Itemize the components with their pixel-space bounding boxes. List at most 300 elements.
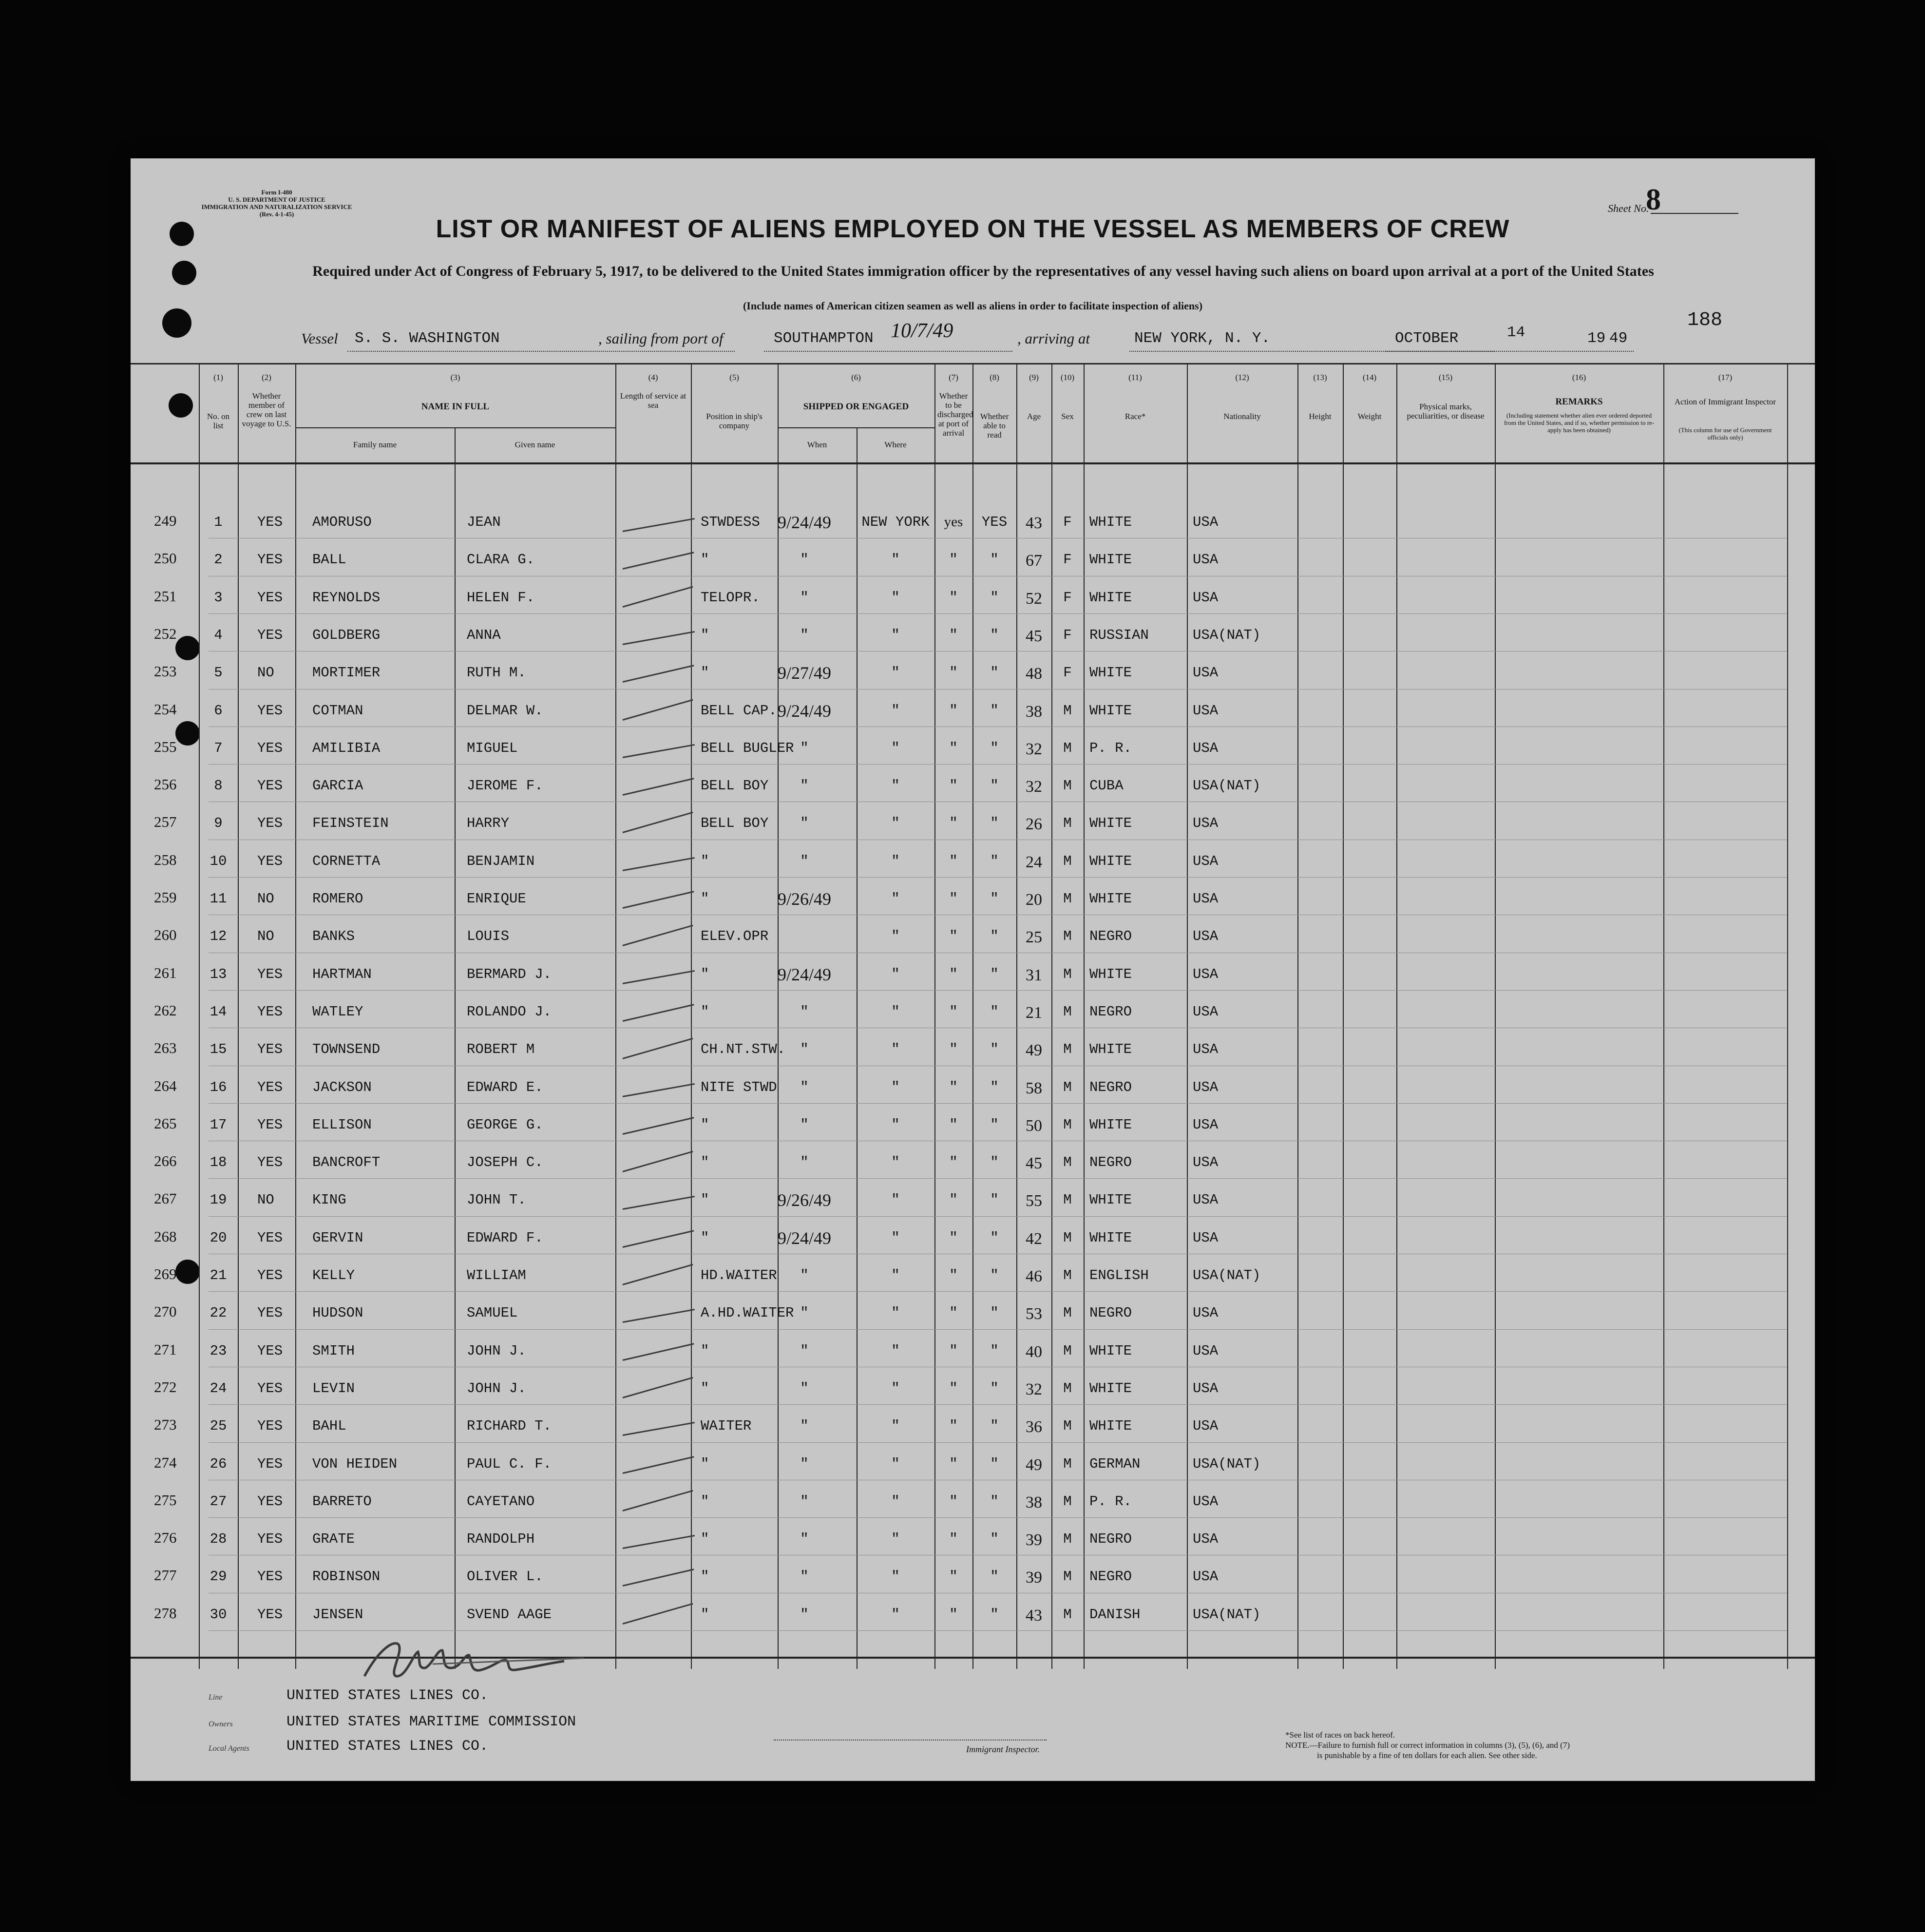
position-cell: BELL BUGLER [701, 740, 794, 756]
row-number: 9 [214, 815, 223, 832]
sex-cell: M [1063, 1079, 1072, 1095]
race-cell: NEGRO [1089, 1531, 1132, 1548]
nationality-cell: USA [1193, 1531, 1219, 1548]
year-prefix: 19 [1587, 330, 1606, 347]
line-number: 277 [154, 1567, 177, 1584]
row-number: 27 [210, 1493, 227, 1510]
sex-cell: M [1063, 1305, 1072, 1321]
race-cell: WHITE [1089, 665, 1132, 681]
discharged-cell: " [949, 1116, 958, 1133]
age-cell: 67 [1026, 552, 1042, 570]
family-name-cell: AMILIBIA [312, 740, 381, 756]
column-rule [615, 363, 616, 1669]
family-name-cell: ROBINSON [312, 1569, 381, 1585]
discharged-cell: " [949, 1154, 958, 1171]
shipped-where-cell: " [891, 552, 900, 568]
nationality-cell: USA [1193, 1418, 1219, 1435]
line-value: UNITED STATES LINES CO. [286, 1687, 489, 1704]
race-cell: NEGRO [1089, 928, 1132, 945]
line-number: 272 [154, 1378, 177, 1396]
shipped-where-cell: " [891, 1569, 900, 1585]
able-to-read-cell: " [990, 1154, 999, 1171]
prior-voyage-cell: YES [257, 1305, 283, 1321]
line-number: 256 [154, 776, 177, 793]
given-name-cell: MIGUEL [467, 740, 518, 756]
date-line [1385, 351, 1634, 352]
agents-value: UNITED STATES LINES CO. [286, 1738, 489, 1755]
family-name-cell: WATLEY [312, 1003, 363, 1020]
prior-voyage-cell: YES [257, 1606, 283, 1623]
prior-voyage-cell: YES [257, 702, 283, 719]
column-header: Whether member of crew on last voyage to U.S. [242, 391, 291, 428]
discharged-cell: " [949, 1229, 958, 1246]
discharged-cell: " [949, 778, 958, 794]
prior-voyage-cell: YES [257, 1380, 283, 1396]
position-cell: " [701, 1493, 709, 1510]
shipped-when-cell: " [800, 1154, 809, 1171]
family-name-cell: GRATE [312, 1531, 355, 1548]
row-number: 28 [210, 1531, 227, 1548]
discharged-cell: " [949, 665, 958, 681]
prior-voyage-cell: YES [257, 1569, 283, 1585]
row-number: 17 [210, 1116, 227, 1133]
prior-voyage-cell: YES [257, 815, 283, 832]
row-rule [209, 1329, 1787, 1330]
column-number: (8) [990, 373, 999, 382]
shipped-when-cell: " [800, 1455, 809, 1472]
column-header: Sex [1061, 412, 1074, 421]
nationality-cell: USA [1193, 891, 1219, 907]
given-name-cell: RUTH M. [467, 665, 526, 681]
discharged-cell: " [949, 627, 958, 643]
given-name-cell: HARRY [467, 815, 510, 832]
sex-cell: M [1063, 1493, 1072, 1510]
discharged-cell: " [949, 1455, 958, 1472]
row-rule [209, 1103, 1787, 1104]
prior-voyage-cell: YES [257, 1267, 283, 1283]
age-cell: 24 [1026, 853, 1042, 871]
age-cell: 46 [1026, 1267, 1042, 1285]
discharged-cell: " [949, 1003, 958, 1020]
shipped-where-cell: " [891, 891, 900, 907]
able-to-read-cell: " [990, 1305, 999, 1321]
shipped-when-cell: " [800, 589, 809, 606]
race-cell: WHITE [1089, 853, 1132, 869]
given-name-cell: ANNA [467, 627, 501, 643]
shipped-when-cell: " [800, 1116, 809, 1133]
shipped-when-cell: " [800, 1531, 809, 1548]
column-number: (12) [1235, 373, 1249, 382]
given-name-cell: BERMARD J. [467, 966, 552, 982]
subheader-rule [778, 427, 934, 428]
column-header: Action of Immigrant Inspector [1674, 397, 1776, 406]
nationality-cell: USA [1193, 1079, 1219, 1095]
line-number: 275 [154, 1491, 177, 1509]
able-to-read-cell: " [990, 1003, 999, 1020]
age-cell: 50 [1026, 1116, 1042, 1135]
family-name-cell: GARCIA [312, 778, 363, 794]
shipped-where-cell: " [891, 665, 900, 681]
line-number: 273 [154, 1416, 177, 1434]
given-name-cell: JEROME F. [467, 778, 543, 794]
able-to-read-cell: " [990, 891, 999, 907]
row-number: 5 [214, 665, 223, 681]
row-rule [209, 764, 1787, 765]
given-name-cell: DELMAR W. [467, 702, 543, 719]
race-cell: WHITE [1089, 815, 1132, 832]
given-name-cell: LOUIS [467, 928, 510, 945]
shipped-when-cell: " [800, 627, 809, 643]
given-name-cell: ROLANDO J. [467, 1003, 552, 1020]
family-name-cell: REYNOLDS [312, 589, 381, 606]
sheet-label: Sheet No. [1608, 202, 1649, 214]
line-number: 268 [154, 1227, 177, 1245]
nationality-cell: USA [1193, 815, 1219, 832]
family-name-cell: KING [312, 1192, 346, 1208]
prior-voyage-cell: YES [257, 853, 283, 869]
shipped-where-cell: " [891, 1003, 900, 1020]
row-number: 22 [210, 1305, 227, 1321]
discharged-cell: " [949, 1569, 958, 1585]
age-cell: 40 [1026, 1342, 1042, 1361]
line-number: 250 [154, 550, 177, 567]
position-cell: " [701, 1154, 709, 1171]
prior-voyage-cell: NO [257, 665, 274, 681]
race-cell: WHITE [1089, 589, 1132, 606]
column-number: (7) [949, 373, 958, 382]
given-name-cell: JOHN J. [467, 1342, 526, 1359]
sex-cell: F [1063, 514, 1072, 530]
age-cell: 31 [1026, 966, 1042, 984]
discharged-cell: " [949, 966, 958, 982]
row-rule [209, 1291, 1787, 1292]
given-name-cell: RICHARD T. [467, 1418, 552, 1435]
sheet-underline [1651, 213, 1738, 214]
prior-voyage-cell: YES [257, 1531, 283, 1548]
shipped-when-cell: " [800, 552, 809, 568]
able-to-read-cell: " [990, 966, 999, 982]
sex-cell: M [1063, 702, 1072, 719]
column-header: Age [1027, 412, 1041, 421]
able-to-read-cell: " [990, 1531, 999, 1548]
race-cell: WHITE [1089, 1116, 1132, 1133]
discharged-cell: " [949, 815, 958, 832]
discharged-cell: " [949, 702, 958, 719]
sex-cell: F [1063, 589, 1072, 606]
line-number: 262 [154, 1001, 177, 1019]
race-cell: NEGRO [1089, 1079, 1132, 1095]
able-to-read-cell: " [990, 928, 999, 945]
able-to-read-cell: " [990, 1606, 999, 1623]
family-name-cell: HUDSON [312, 1305, 363, 1321]
row-number: 30 [210, 1606, 227, 1623]
age-cell: 38 [1026, 1493, 1042, 1511]
prior-voyage-cell: YES [257, 1041, 283, 1058]
column-number: (15) [1438, 373, 1453, 382]
shipped-where-cell: " [891, 740, 900, 756]
remarks-note: (Including statement whether alien ever ordered deported from the United States, and if so, whether permission to re-apply has been obtained) [1504, 412, 1655, 434]
arrival-month: OCTOBER [1395, 330, 1459, 347]
discharged-cell: " [949, 589, 958, 606]
sex-cell: M [1063, 1116, 1072, 1133]
prior-voyage-cell: YES [257, 1418, 283, 1435]
row-number: 12 [210, 928, 227, 945]
shipped-when-cell: " [800, 853, 809, 869]
row-number: 23 [210, 1342, 227, 1359]
shipped-when-cell: " [800, 1305, 809, 1321]
race-cell: RUSSIAN [1089, 627, 1149, 643]
family-name-cell: HARTMAN [312, 966, 372, 982]
given-name-cell: JOHN J. [467, 1380, 526, 1396]
shipped-where-cell: " [891, 815, 900, 832]
age-cell: 43 [1026, 1606, 1042, 1625]
row-rule [209, 1216, 1787, 1217]
shipped-where-cell: " [891, 1267, 900, 1283]
column-header: Nationality [1223, 412, 1261, 421]
column-number: (16) [1572, 373, 1586, 382]
line-number: 251 [154, 587, 177, 605]
line-number: 260 [154, 926, 177, 944]
able-to-read-cell: " [990, 853, 999, 869]
able-to-read-cell: " [990, 740, 999, 756]
row-number: 19 [210, 1192, 227, 1208]
shipped-where-cell: " [891, 1229, 900, 1246]
prior-voyage-cell: YES [257, 740, 283, 756]
shipped-where-cell: " [891, 1606, 900, 1623]
row-number: 16 [210, 1079, 227, 1095]
footer-note-2: NOTE.—Failure to furnish full or correct information in columns (3), (5), (6), and (7) [1285, 1741, 1570, 1750]
shipped-where-cell: " [891, 1493, 900, 1510]
position-cell: " [701, 853, 709, 869]
shipped-where-cell: " [891, 702, 900, 719]
sex-cell: F [1063, 665, 1072, 681]
able-to-read-cell: " [990, 1455, 999, 1472]
age-cell: 38 [1026, 702, 1042, 721]
race-cell: NEGRO [1089, 1003, 1132, 1020]
line-number: 264 [154, 1077, 177, 1094]
position-cell: " [701, 1569, 709, 1585]
shipped-where-cell: " [891, 589, 900, 606]
family-name-cell: BALL [312, 552, 346, 568]
position-cell: BELL BOY [701, 815, 769, 832]
column-number: (3) [450, 373, 460, 382]
family-name-cell: GERVIN [312, 1229, 363, 1246]
column-header: Height [1309, 412, 1332, 421]
owners-value: UNITED STATES MARITIME COMMISSION [286, 1714, 576, 1730]
column-header: Whether able to read [980, 412, 1009, 440]
sex-cell: M [1063, 891, 1072, 907]
given-name-cell: GEORGE G. [467, 1116, 543, 1133]
port-line [764, 351, 1012, 352]
line-number: 271 [154, 1340, 177, 1358]
column-number: (4) [648, 373, 658, 382]
given-name-cell: SVEND AAGE [467, 1606, 552, 1623]
given-name-cell: CLARA G. [467, 552, 535, 568]
prior-voyage-cell: YES [257, 1154, 283, 1171]
sex-cell: M [1063, 1531, 1072, 1548]
sex-cell: M [1063, 1569, 1072, 1585]
line-label: Line [209, 1693, 223, 1702]
given-name-header: Given name [515, 440, 555, 449]
shipped-when-cell: " [800, 740, 809, 756]
age-cell: 42 [1026, 1229, 1042, 1248]
line-number: 259 [154, 889, 177, 906]
nationality-cell: USA [1193, 928, 1219, 945]
family-name-cell: LEVIN [312, 1380, 355, 1396]
able-to-read-cell: " [990, 552, 999, 568]
able-to-read-cell: " [990, 1418, 999, 1435]
family-name-cell: ROMERO [312, 891, 363, 907]
sex-cell: M [1063, 815, 1072, 832]
given-name-cell: SAMUEL [467, 1305, 518, 1321]
able-to-read-cell: " [990, 1192, 999, 1208]
age-cell: 21 [1026, 1003, 1042, 1022]
discharged-cell: " [949, 1493, 958, 1510]
page-count: 188 [1687, 309, 1723, 331]
nationality-cell: USA(NAT) [1193, 1606, 1261, 1623]
discharged-cell: " [949, 1079, 958, 1095]
row-number: 20 [210, 1229, 227, 1246]
vessel-line [347, 351, 735, 352]
shipped-when-cell: " [800, 1569, 809, 1585]
race-cell: NEGRO [1089, 1154, 1132, 1171]
inspector-signature [360, 1630, 589, 1688]
given-name-cell: ROBERT M [467, 1041, 535, 1058]
age-cell: 25 [1026, 928, 1042, 947]
position-cell: " [701, 1003, 709, 1020]
nationality-cell: USA [1193, 589, 1219, 606]
position-cell: " [701, 1606, 709, 1623]
shipped-when-cell: 9/24/49 [778, 1228, 832, 1248]
line-number: 274 [154, 1454, 177, 1471]
able-to-read-cell: " [990, 589, 999, 606]
age-cell: 55 [1026, 1192, 1042, 1210]
action-note: (This column for use of Government officials only) [1678, 426, 1772, 441]
nationality-cell: USA [1193, 853, 1219, 869]
family-name-header: Family name [353, 440, 397, 449]
sex-cell: M [1063, 1267, 1072, 1283]
row-rule [209, 1178, 1787, 1179]
family-name-cell: BARRETO [312, 1493, 372, 1510]
able-to-read-cell: " [990, 1041, 999, 1058]
row-rule [209, 877, 1787, 878]
sailing-date: 10/7/49 [891, 320, 953, 342]
position-cell: " [701, 1380, 709, 1396]
column-rule [1084, 363, 1085, 1669]
owners-label: Owners [209, 1720, 233, 1728]
row-number: 29 [210, 1569, 227, 1585]
race-cell: WHITE [1089, 1418, 1132, 1435]
row-number: 7 [214, 740, 223, 756]
column-number: (2) [262, 373, 271, 382]
nationality-cell: USA(NAT) [1193, 627, 1261, 643]
shipped-when-cell: " [800, 778, 809, 794]
row-number: 10 [210, 853, 227, 869]
prior-voyage-cell: YES [257, 1229, 283, 1246]
race-cell: WHITE [1089, 891, 1132, 907]
race-cell: P. R. [1089, 1493, 1132, 1510]
age-cell: 52 [1026, 589, 1042, 608]
family-name-cell: FEINSTEIN [312, 815, 389, 832]
able-to-read-cell: " [990, 1380, 999, 1396]
able-to-read-cell: " [990, 665, 999, 681]
nationality-cell: USA [1193, 1116, 1219, 1133]
shipped-when-header: When [807, 440, 827, 449]
given-name-cell: HELEN F. [467, 589, 535, 606]
column-header: SHIPPED OR ENGAGED [803, 402, 909, 412]
shipped-when-cell: " [800, 1342, 809, 1359]
shipped-where-cell: " [891, 1192, 900, 1208]
line-number: 254 [154, 700, 177, 718]
position-cell: HD.WAITER [701, 1267, 777, 1283]
shipped-when-cell: " [800, 1418, 809, 1435]
sex-cell: F [1063, 552, 1072, 568]
punch-hole [162, 308, 191, 338]
shipped-where-cell: " [891, 928, 900, 945]
shipped-where-cell: " [891, 1380, 900, 1396]
column-number: (1) [213, 373, 223, 382]
column-rule [1396, 363, 1397, 1669]
row-number: 13 [210, 966, 227, 982]
shipped-when-cell: 9/24/49 [778, 701, 832, 721]
sex-cell: M [1063, 1041, 1072, 1058]
prior-voyage-cell: YES [257, 627, 283, 643]
family-name-cell: MORTIMER [312, 665, 381, 681]
race-cell: WHITE [1089, 552, 1132, 568]
age-cell: 32 [1026, 778, 1042, 796]
prior-voyage-cell: YES [257, 1455, 283, 1472]
given-name-cell: CAYETANO [467, 1493, 535, 1510]
row-number: 6 [214, 702, 223, 719]
column-rule [1343, 363, 1344, 1669]
shipped-where-cell: " [891, 1455, 900, 1472]
nationality-cell: USA [1193, 740, 1219, 756]
arrival-year: 49 [1609, 330, 1628, 347]
given-name-cell: EDWARD F. [467, 1229, 543, 1246]
column-header: No. on list [207, 412, 230, 430]
position-cell: " [701, 665, 709, 681]
able-to-read-cell: " [990, 1493, 999, 1510]
able-to-read-cell: " [990, 1267, 999, 1283]
shipped-when-cell: " [800, 1041, 809, 1058]
able-to-read-cell: " [990, 1229, 999, 1246]
line-number: 252 [154, 625, 177, 642]
column-header: Length of service at sea [620, 391, 686, 410]
nationality-cell: USA [1193, 1493, 1219, 1510]
shipped-when-cell: " [800, 815, 809, 832]
age-cell: 39 [1026, 1531, 1042, 1549]
agents-label: Local Agents [209, 1744, 249, 1753]
position-cell: " [701, 627, 709, 643]
prior-voyage-cell: YES [257, 778, 283, 794]
row-number: 8 [214, 778, 223, 794]
row-number: 21 [210, 1267, 227, 1283]
column-header: REMARKS [1555, 397, 1603, 407]
sex-cell: M [1063, 1342, 1072, 1359]
given-name-cell: PAUL C. F. [467, 1455, 552, 1472]
shipped-when-cell: " [800, 1493, 809, 1510]
race-cell: WHITE [1089, 1229, 1132, 1246]
race-cell: WHITE [1089, 702, 1132, 719]
row-number: 24 [210, 1380, 227, 1396]
shipped-when-cell: 9/26/49 [778, 889, 832, 909]
nationality-cell: USA [1193, 1154, 1219, 1171]
sex-cell: M [1063, 1003, 1072, 1020]
race-cell: WHITE [1089, 1192, 1132, 1208]
discharged-cell: " [949, 740, 958, 756]
shipped-where-cell: " [891, 1154, 900, 1171]
shipped-when-cell: 9/24/49 [778, 513, 832, 532]
